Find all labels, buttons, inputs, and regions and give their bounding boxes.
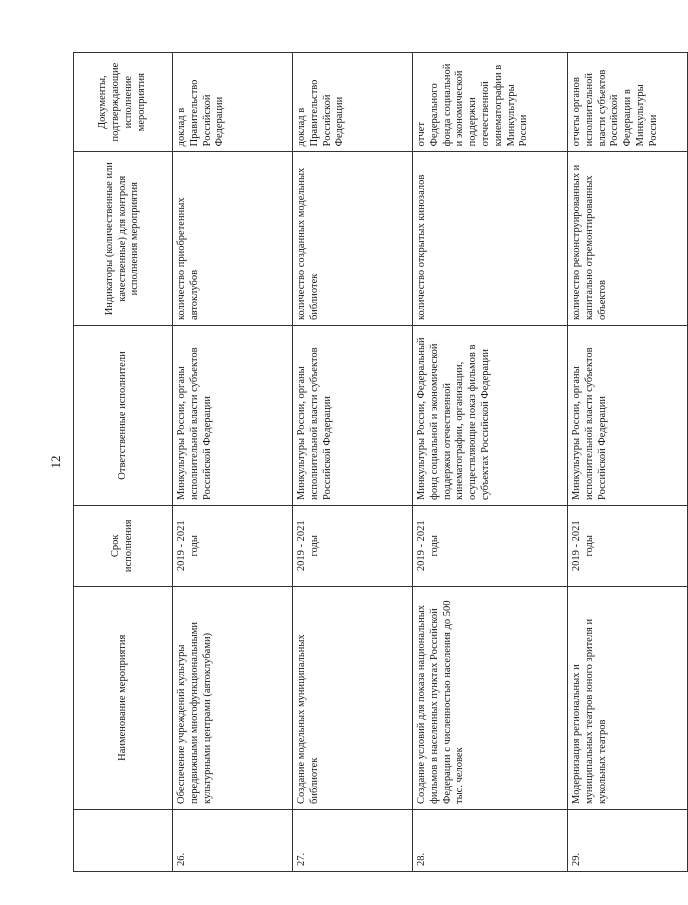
activity-responsible: Минкультуры России, Федеральный фонд социальной и экономической поддержки отечественной кинематографии, организации, осуществляющие показ фильмов в субъектах Российской Федерации xyxy=(413,326,568,506)
row-number: 29. xyxy=(568,809,688,871)
header-name: Наименование мероприятия xyxy=(74,586,173,809)
table-row xyxy=(173,53,293,872)
document-id xyxy=(3,837,13,897)
activity-documents: доклад в Правительство Российской Федерации xyxy=(173,53,293,152)
activities-table xyxy=(73,52,688,872)
activity-documents: отчеты органов исполнительной власти субъектов Российской Федерации в Минкультуры России xyxy=(568,53,688,152)
row-number: 28. xyxy=(413,809,568,871)
rotated-page xyxy=(40,52,659,872)
activity-indicators: количество реконструированных и капитально отремонтированных объектов xyxy=(568,152,688,326)
table-header-row xyxy=(74,53,173,872)
activity-responsible: Минкультуры России, органы исполнительной власти субъектов Российской Федерации xyxy=(568,326,688,506)
activity-responsible: Минкультуры России, органы исполнительной власти субъектов Российской Федерации xyxy=(293,326,413,506)
table-row xyxy=(293,53,413,872)
header-indicators: Индикаторы (количественные или качественные) для контроля исполнения мероприятия xyxy=(74,152,173,326)
table-row xyxy=(413,53,568,872)
activity-term: 2019 - 2021 годы xyxy=(413,505,568,586)
header-responsible: Ответственные исполнители xyxy=(74,326,173,506)
page-number: 12 xyxy=(48,455,63,469)
activity-indicators: количество открытых кинозалов xyxy=(413,152,568,326)
activity-name: Обеспечение учреждений культуры передвижными многофункциональными культурными центрами (автоклубами) xyxy=(173,586,293,809)
row-number: 27. xyxy=(293,809,413,871)
row-number: 26. xyxy=(173,809,293,871)
activity-documents: доклад в Правительство Российской Федерации xyxy=(293,53,413,152)
activity-name: Создание модельных муниципальных библиотек xyxy=(293,586,413,809)
activity-documents: отчет Федерального фонда социальной и экономической поддержки отечественной кинематографии в Минкультуры России xyxy=(413,53,568,152)
activity-responsible: Минкультуры России, органы исполнительной власти субъектов Российской Федерации xyxy=(173,326,293,506)
header-num xyxy=(74,809,173,871)
activity-term: 2019 - 2021 годы xyxy=(568,505,688,586)
activity-name: Модернизация региональных и муниципальных театров юного зрителя и кукольных театров xyxy=(568,586,688,809)
activity-indicators: количество приобретенных автоклубов xyxy=(173,152,293,326)
header-term: Срок исполнения xyxy=(74,505,173,586)
activity-term: 2019 - 2021 годы xyxy=(173,505,293,586)
header-documents: Документы, подтверждающие исполнение мероприятия xyxy=(74,53,173,152)
activity-indicators: количество созданных модельных библиотек xyxy=(293,152,413,326)
activity-name: Создание условий для показа национальных фильмов в населенных пунктах Российской Федерации с численностью населения до 500 тыс. человек xyxy=(413,586,568,809)
activity-term: 2019 - 2021 годы xyxy=(293,505,413,586)
table-row xyxy=(568,53,688,872)
